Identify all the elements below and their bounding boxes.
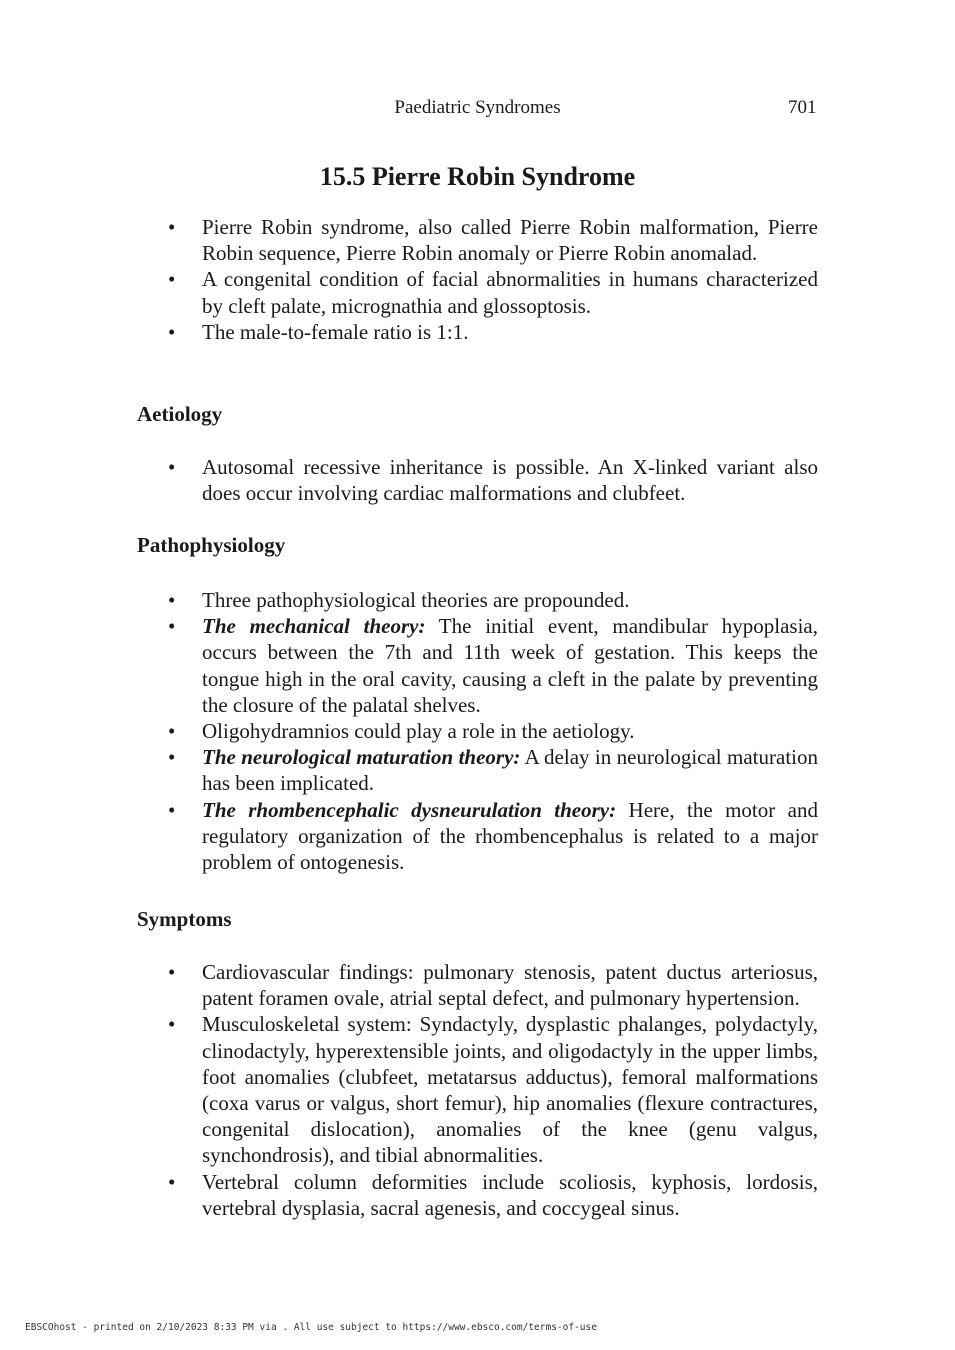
bullet-text: The initial event, mandibular hypoplasia, occurs between the 7th and 11th week of gestation. This keeps the tongue high in the oral cavity, causing a cleft in the palate by preventing the closure of the palatal shelves.: [202, 614, 818, 717]
bullet-icon: •: [168, 614, 176, 639]
running-header: [0, 97, 955, 121]
aetiology-heading: Aetiology: [137, 402, 223, 426]
list-item: [137, 214, 818, 266]
bullet-icon: •: [168, 745, 176, 770]
bullet-text: Cardiovascular findings: pulmonary stenosis, patent ductus arteriosus, patent foramen ovale, atrial septal defect, and pulmonary hypertension.: [202, 960, 818, 1011]
list-item: [137, 718, 818, 744]
running-title: Paediatric Syndromes: [394, 97, 561, 118]
list-item: [137, 797, 818, 876]
list-item: [137, 744, 818, 796]
theory-term: The mechanical theory:: [202, 614, 426, 639]
bullet-text: Three pathophysiological theories are propounded.: [202, 588, 630, 612]
bullet-text: Musculoskeletal system: Syndactyly, dysplastic phalanges, polydactyly, clinodactyly, hyperextensible joints, and oligodactyly in the upper limbs, foot anomalies (clubfeet, metatarsus adductus), femoral malformations (coxa varus or valgus, short femur), hip anomalies (flexure contractures, congenital dislocation), anomalies of the knee (genu valgus, synchondrosis), and tibial abnormalities.: [202, 1012, 818, 1168]
bullet-text: A delay in neurological maturation has been implicated.: [202, 745, 818, 796]
section-title: 15.5 Pierre Robin Syndrome: [319, 162, 636, 191]
list-item: [137, 319, 818, 345]
bullet-text: Oligohydramnios could play a role in the aetiology.: [202, 719, 635, 744]
print-footer: EBSCOhost - printed on 2/10/2023 8:33 PM via . All use subject to https://www.ebsco.com/terms-of-use: [25, 1322, 597, 1333]
page-number: 701: [788, 97, 817, 118]
bullet-text: Here, the motor and regulatory organization of the rhombencephalus is related to a major problem of ontogenesis.: [202, 797, 818, 875]
list-item: [137, 454, 818, 506]
list-item: [137, 266, 818, 318]
aetiology-list: [137, 454, 818, 506]
bullet-icon: •: [168, 1012, 176, 1037]
list-item: [137, 1169, 818, 1221]
bullet-icon: •: [168, 1169, 176, 1194]
list-item: [137, 1011, 818, 1168]
bullet-icon: •: [168, 960, 176, 984]
bullet-icon: •: [168, 719, 176, 744]
theory-term: The rhombencephalic dysneurulation theory:: [202, 797, 617, 822]
pathophysiology-heading: Pathophysiology: [137, 533, 286, 557]
pathophysiology-list: [137, 587, 818, 875]
list-item: [137, 587, 818, 613]
symptoms-heading: Symptoms: [137, 907, 232, 931]
theory-term: The neurological maturation theory:: [202, 745, 521, 770]
bullet-text: The male-to-female ratio is 1:1.: [202, 319, 469, 344]
bullet-icon: •: [168, 215, 176, 239]
bullet-text: Vertebral column deformities include scoliosis, kyphosis, lordosis, vertebral dysplasia, sacral agenesis, and coccygeal sinus.: [202, 1169, 818, 1220]
bullet-icon: •: [168, 455, 176, 479]
bullet-text: A congenital condition of facial abnormalities in humans characterized by cleft palate, micrognathia and glossoptosis.: [202, 267, 818, 318]
list-item: [137, 613, 818, 718]
bullet-text: Autosomal recessive inheritance is possible. An X-linked variant also does occur involving cardiac malformations and clubfeet.: [202, 455, 818, 506]
symptoms-list: [137, 959, 818, 1221]
list-item: [137, 959, 818, 1011]
bullet-icon: •: [168, 797, 176, 822]
bullet-text: Pierre Robin syndrome, also called Pierre Robin malformation, Pierre Robin sequence, Pierre Robin anomaly or Pierre Robin anomalad.: [202, 215, 818, 266]
intro-list: [137, 214, 818, 345]
bullet-icon: •: [168, 267, 176, 292]
bullet-icon: •: [168, 319, 176, 344]
bullet-icon: •: [168, 588, 176, 612]
